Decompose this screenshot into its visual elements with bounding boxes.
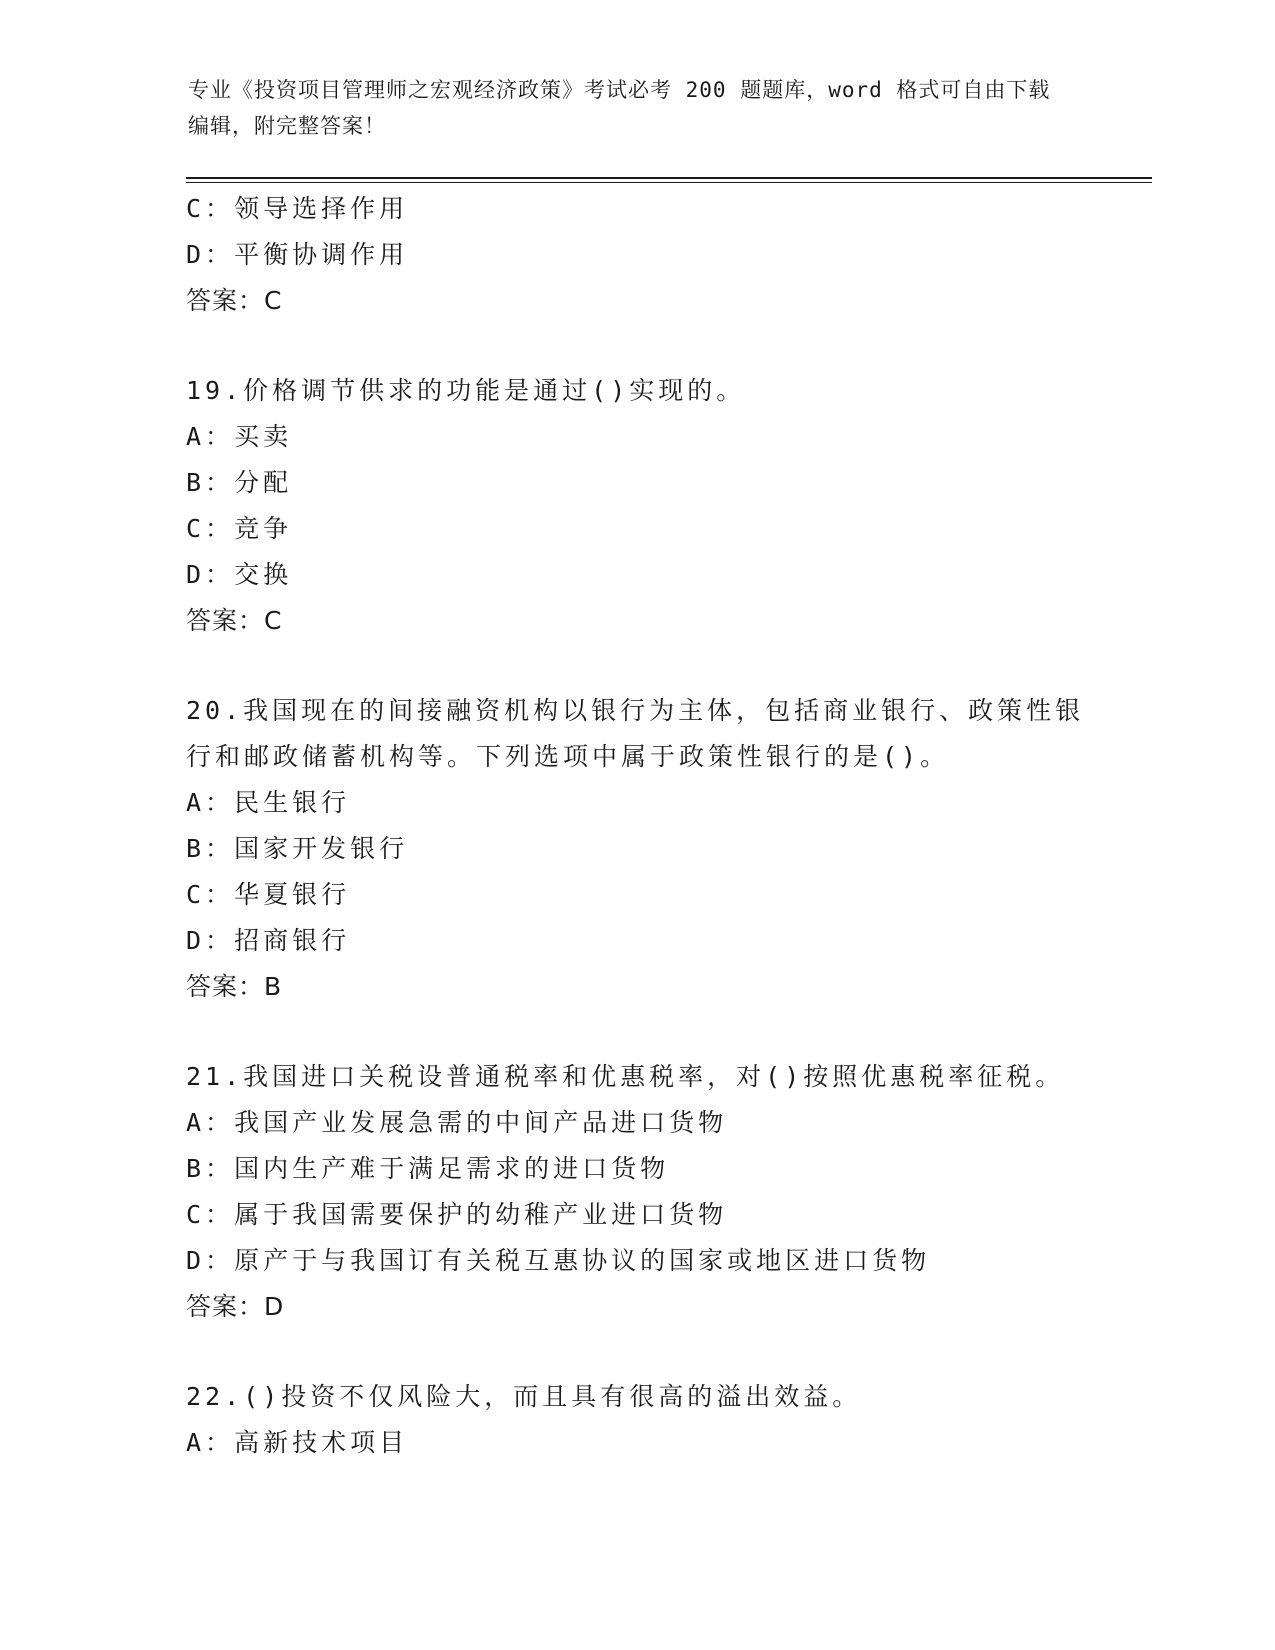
option-d: D：平衡协调作用	[186, 240, 409, 269]
option-d: D：原产于与我国订有关税互惠协议的国家或地区进口货物	[186, 1246, 931, 1275]
document-header: 专业《投资项目管理师之宏观经济政策》考试必考 200 题题库，word 格式可自由下载编辑，附完整答案！	[188, 78, 1051, 138]
option-b: B：分配	[186, 468, 293, 497]
question-stem-continued: 行和邮政储蓄机构等。下列选项中属于政策性银行的是()。	[186, 742, 950, 771]
option-c: C：竞争	[186, 514, 293, 543]
question-stem: 22.()投资不仅风险大，而且具有很高的溢出效益。	[186, 1382, 862, 1411]
header-divider-thin	[186, 182, 1152, 183]
option-a: A：高新技术项目	[186, 1428, 409, 1457]
option-c: C：领导选择作用	[186, 194, 409, 223]
option-c: C：华夏银行	[186, 880, 351, 909]
option-a: A：民生银行	[186, 788, 351, 817]
option-a: A：买卖	[186, 422, 293, 451]
option-c: C：属于我国需要保护的幼稚产业进口货物	[186, 1200, 728, 1229]
question-stem: 20.我国现在的间接融资机构以银行为主体，包括商业银行、政策性银	[186, 696, 1085, 725]
question-stem: 19.价格调节供求的功能是通过()实现的。	[186, 376, 746, 405]
question-list	[186, 186, 1086, 1466]
answer-line: 答案：C	[186, 606, 283, 635]
option-d: D：交换	[186, 560, 293, 589]
answer-line: 答案：B	[186, 972, 283, 1001]
question-stem: 21.我国进口关税设普通税率和优惠税率，对()按照优惠税率征税。	[186, 1062, 1065, 1091]
header-divider-thick	[186, 177, 1152, 179]
option-b: B：国家开发银行	[186, 834, 409, 863]
answer-line: 答案：D	[186, 1292, 285, 1321]
option-a: A：我国产业发展急需的中间产品进口货物	[186, 1108, 728, 1137]
option-d: D：招商银行	[186, 926, 351, 955]
answer-line: 答案：C	[186, 286, 283, 315]
option-b: B：国内生产难于满足需求的进口货物	[186, 1154, 670, 1183]
